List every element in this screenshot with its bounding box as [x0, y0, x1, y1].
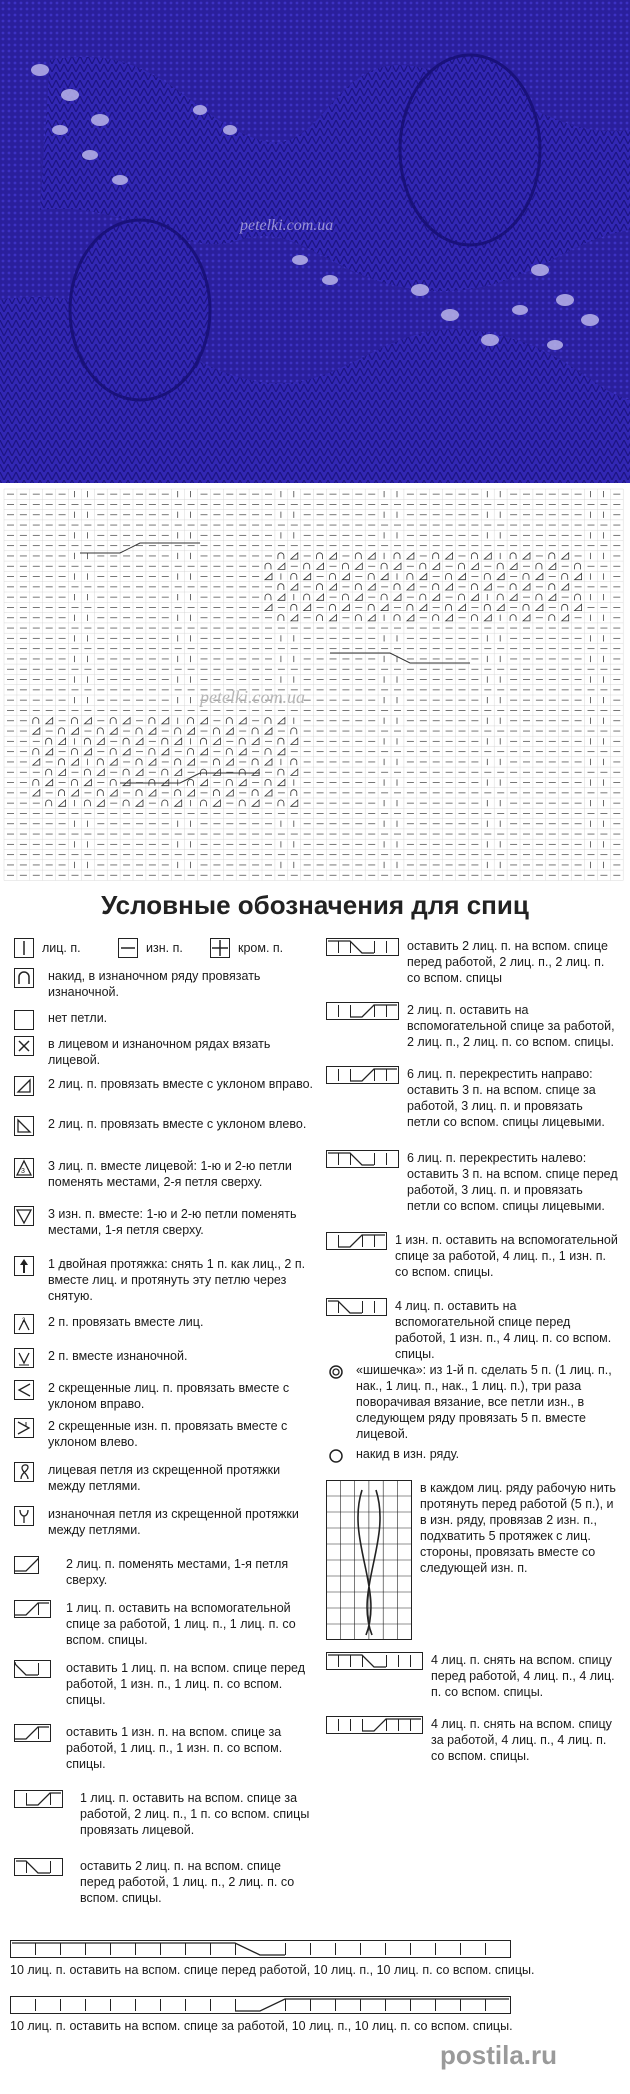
legend-left-text-16: оставить 1 лиц. п. на вспом. спице перед работой, 1 изн. п., 1 лиц. п. со вспом. спицы.: [66, 1661, 306, 1707]
cable-4-front-2-icon: [326, 938, 399, 956]
edge-stitch-icon: [210, 938, 230, 958]
cable-purl-back-icon: [14, 1724, 51, 1742]
cable-4-front-icon: [14, 1858, 63, 1876]
cable-5-back-icon: [326, 1232, 387, 1250]
legend-left-text-10: 2 скрещенные лиц. п. провязать вместе с уклоном вправо.: [48, 1381, 290, 1411]
double-decrease-icon: [14, 1256, 34, 1276]
cable-6-right-icon: [326, 1066, 399, 1084]
legend-left-text-3: 2 лиц. п. провязать вместе с уклоном вправо.: [48, 1077, 314, 1091]
twisted-knit-inc-icon: [14, 1462, 34, 1482]
k3tog-icon: [14, 1158, 34, 1178]
cable-8-back-icon: [326, 1716, 423, 1734]
legend-left-text-9: 2 п. вместе изнаночной.: [48, 1349, 188, 1363]
legend-left-text-13: изнаночная петля из скрещенной протяжки между петлями.: [48, 1507, 299, 1537]
no-stitch-icon: [14, 1010, 34, 1030]
legend-left-text-5: 3 лиц. п. вместе лицевой: 1-ю и 2-ю петли поменять местами, 2-я петля сверху.: [48, 1159, 292, 1189]
knit-stitch-icon: [14, 938, 34, 958]
legend-edge-label: кром. п.: [238, 941, 284, 955]
twisted-p2tog-left-icon: [14, 1418, 34, 1438]
legend-left-text-17: оставить 1 изн. п. на вспом. спице за работой, 1 лиц. п., 1 изн. п. со вспом. спицы.: [66, 1725, 283, 1771]
purl-stitch-icon: [118, 938, 138, 958]
legend-left-text-6: 3 изн. п. вместе: 1-ю и 2-ю петли поменять местами, 1-я петля сверху.: [48, 1207, 297, 1237]
cable-3-back-icon: [14, 1600, 51, 1618]
bobble-icon: [326, 1362, 346, 1382]
knitted-sample-photo: [0, 0, 630, 483]
svg-text:3: 3: [21, 1168, 25, 1175]
footer-watermark: postila.ru: [440, 2040, 558, 2070]
k2tog-right-icon: [14, 1076, 34, 1096]
circle-yo-icon: [326, 1446, 346, 1466]
legend-title: Условные обозначения для спиц: [101, 890, 529, 920]
legend-left-text-0: накид, в изнаночном ряду провязать изнаночной.: [48, 969, 261, 999]
cable-20-front-icon: [10, 1940, 511, 1958]
legend-left-text-1: нет петли.: [48, 1011, 108, 1025]
p3tog-icon: [14, 1206, 34, 1226]
k2tog-icon: [14, 1314, 34, 1334]
cable-20-back-icon: [10, 1996, 511, 2014]
cable-5-front-icon: [326, 1298, 387, 1316]
legend-right-text-2: 6 лиц. п. перекрестить направо: оставить 3 п. на вспом. спице за работой, 3 лиц. п. и провязать петли со вспом. спицы лицевыми.: [407, 1067, 605, 1129]
legend-right-text-1: 2 лиц. п. оставить на вспомогательной спице за работой, 2 лиц. п., 2 лиц. п. со вспом. спицы.: [407, 1003, 615, 1049]
legend-right-text-10: 4 лиц. п. снять на вспом. спицу за работой, 4 лиц. п., 4 лиц. п. со вспом. спицы.: [431, 1717, 612, 1763]
legend-right-text-7: накид в изн. ряду.: [356, 1447, 460, 1461]
cable-2-right-icon: [14, 1556, 39, 1574]
legend-left-text-8: 2 п. провязать вместе лиц.: [48, 1315, 204, 1329]
p2tog-icon: [14, 1348, 34, 1368]
chart-watermark: petelki.com.ua: [200, 687, 305, 707]
k2tog-left-icon: [14, 1116, 34, 1136]
legend-right-text-6: «шишечка»: из 1-й п. сделать 5 п. (1 лиц. п., нак., 1 лиц. п., нак., 1 лиц. п.), три раза поворачивая вязание, все петли изн., в следующем ряду провязать 5 п. вместе лицевой.: [356, 1363, 612, 1441]
legend-left-text-15: 1 лиц. п. оставить на вспомогательной спице за работой, 1 лиц. п., 1 лиц. п. со вспом. спицы.: [66, 1601, 296, 1647]
wrap-grid-icon: [326, 1480, 412, 1640]
legend-left-text-7: 1 двойная протяжка: снять 1 п. как лиц., 2 п. вместе лиц. и протянуть эту петлю через снятую.: [48, 1257, 306, 1303]
cable-6-left-icon: [326, 1150, 399, 1168]
legend-right-text-4: 1 изн. п. оставить на вспомогательной спице за работой, 4 лиц. п., 1 изн. п. со вспом. спицы.: [395, 1233, 618, 1279]
legend-knit-label: лиц. п.: [42, 941, 81, 955]
photo-watermark: petelki.com.ua: [240, 217, 334, 234]
legend-right-text-0: оставить 2 лиц. п. на вспом. спице перед работой, 2 лиц. п., 2 лиц. п. со вспом. спицы: [407, 939, 608, 985]
legend-left-text-2: в лицевом и изнаночном рядах вязать лицевой.: [48, 1037, 271, 1067]
legend-bottom-text-0: 10 лиц. п. оставить на вспом. спице перед работой, 10 лиц. п., 10 лиц. п. со вспом. спицы.: [10, 1963, 535, 1977]
cable-4-back-2-icon: [326, 1002, 399, 1020]
legend-left-text-11: 2 скрещенные изн. п. провязать вместе с уклоном влево.: [48, 1419, 288, 1449]
legend-left-text-18: 1 лиц. п. оставить на вспом. спице за работой, 2 лиц. п., 1 п. со вспом. спицы провязать лицевой.: [80, 1791, 310, 1837]
legend-purl-label: изн. п.: [146, 941, 183, 955]
cross-icon: [14, 1036, 34, 1056]
legend-left-text-4: 2 лиц. п. провязать вместе с уклоном влево.: [48, 1117, 307, 1131]
twisted-k2tog-right-icon: [14, 1380, 34, 1400]
legend-left-text-14: 2 лиц. п. поменять местами, 1-я петля сверху.: [66, 1557, 289, 1587]
svg-text:2: 2: [22, 1318, 26, 1324]
legend-right-text-8: в каждом лиц. ряду рабочую нить протянуть перед работой (5 п.), и в изн. ряду, провязав 2 изн. п., подхватить 5 протяжек с лиц. стороны, провязать вместе со следующей изн. п.: [420, 1481, 616, 1575]
cable-4-back-icon: [14, 1790, 63, 1808]
legend-right-text-9: 4 лиц. п. снять на вспом. спицу перед работой, 4 лиц. п., 4 лиц. п. со вспом. спицы.: [431, 1653, 615, 1699]
legend-left-text-19: оставить 2 лиц. п. на вспом. спице перед работой, 1 лиц. п., 2 лиц. п. со вспом. спицы.: [80, 1859, 295, 1905]
legend-bottom-text-1: 10 лиц. п. оставить на вспом. спице за работой, 10 лиц. п., 10 лиц. п. со вспом. спицы.: [10, 2019, 513, 2033]
legend-right-text-3: 6 лиц. п. перекрестить налево: оставить 3 п. на вспом. спице перед работой, 3 лиц. п. и провязать петли со вспом. спицы лицевыми.: [407, 1151, 618, 1213]
knitting-chart: [0, 483, 630, 885]
legend-right-text-5: 4 лиц. п. оставить на вспомогательной спице перед работой, 1 изн. п., 4 лиц. п. со вспом. спицы.: [395, 1299, 612, 1361]
twisted-purl-inc-icon: [14, 1506, 34, 1526]
yarn-over-icon: [14, 968, 34, 988]
legend-left-text-12: лицевая петля из скрещенной протяжки между петлями.: [48, 1463, 281, 1493]
cable-3-front-icon: [14, 1660, 51, 1678]
cable-8-front-icon: [326, 1652, 423, 1670]
